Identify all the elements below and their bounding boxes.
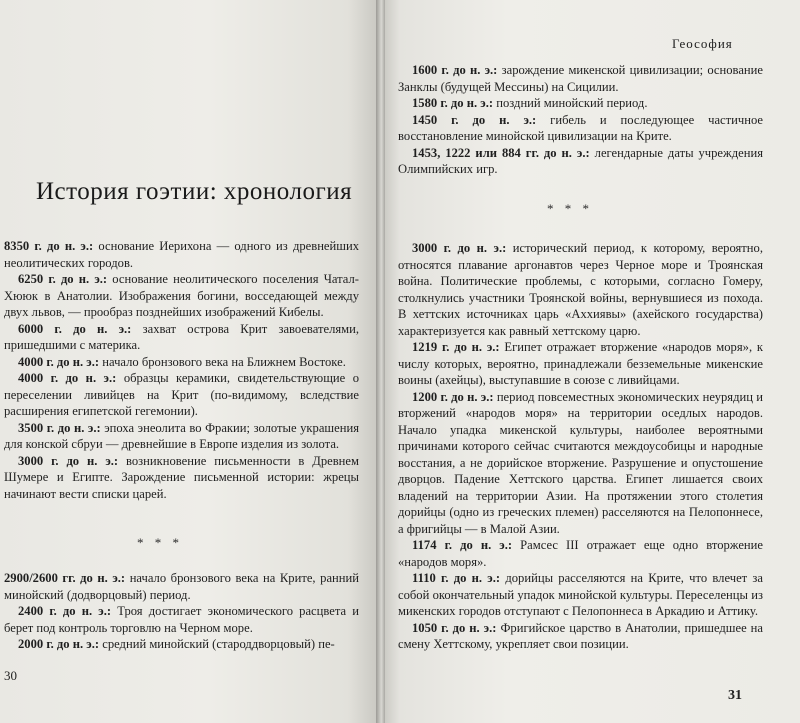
entry: 8350 г. до н. э.: основание Иерихона — одного из древнейших неолитических городов. (4, 239, 359, 270)
entry: 2900/2600 гг. до н. э.: начало бронзового века на Крите, ранний минойский (додворцовый) период. (4, 571, 359, 602)
entry: 4000 г. до н. э.: начало бронзового века на Ближнем Востоке. (18, 354, 346, 369)
section-separator: * * * (547, 201, 593, 216)
entry: 1450 г. до н. э.: гибель и последующее частичное восстановление минойской цивилизации на Крите. (398, 112, 763, 143)
entry: 1453, 1222 или 884 гг. до н. э.: легендарные даты учреждения Олимпийских игр. (398, 145, 763, 176)
entry: 4000 г. до н. э.: образцы керамики, свидетельствующие о переселении ливийцев на Крит (по-видимому, вследствие расширения египетской гегемонии). (4, 371, 359, 418)
entry: 2000 г. до н. э.: средний минойский (староддворцовый) пе- (18, 637, 335, 651)
running-head: Геософия (672, 36, 733, 51)
entry: 1110 г. до н. э.: дорийцы расселяются на Крите, что влечет за собой окончательный упадок минойской культуры. Переселенцы из микенских городов отступают с Пелопоннеса в Аркадию и Аттику. (398, 571, 763, 618)
page-number-right: 31 (728, 688, 742, 703)
entry: 3500 г. до н. э.: эпоха энеолита во Фракии; золотые украшения для конской сбруи — древнейшие в Европе изделия из золота. (4, 420, 359, 451)
entry: 1600 г. до н. э.: зарождение микенской цивилизации; основание Занклы (будущей Мессины) на Сицилии. (398, 63, 764, 94)
entry: 3000 г. до н. э.: возникновение письменности в Древнем Шумере и Египте. Зарождение письменной истории: жрецы начинают вести списки царей. (4, 453, 359, 501)
entry: 3000 г. до н. э.: исторический период, к которому, вероятно, относятся плавание аргонавтов через Черное море и Троянская война. Политические проблемы, с которыми, согласно Гомеру, столкнулись участники Троянской войны, вернувшиеся из похода. В хеттских источниках царь «Аххиявы» (ахейского государства) характеризуется как равный хеттскому царю. (398, 241, 763, 338)
entry: 2400 г. до н. э.: Троя достигает экономического расцвета и берет под контроль торговлю на Черном море. (4, 604, 359, 635)
entry: 1174 г. до н. э.: Рамсес III отражает еще одно вторжение «народов моря». (398, 538, 763, 569)
section-separator: * * * (137, 535, 183, 550)
left-entries-bottom (4, 570, 359, 653)
book-gutter (376, 0, 385, 723)
left-entries-top (4, 238, 359, 502)
entry: 1200 г. до н. э.: период повсеместных экономических неурядиц и вторжений «народов моря» на территории оседлых народов. Начало упадка микенской культуры, наиболее вероятными причинами которого сейчас считаются междоусобицы и народные восстания, а не дорийское вторжение. Разрушение и опустошение дворцов. Падение Хеттского царства. Египет лишается своих владений на территории Азии. На протяжении этого столетия дорийцы (одно из греческих племен) расселяются на Пелопоннесе, а фригийцы — в Малой Азии. (398, 389, 763, 536)
right-entries-top (398, 62, 763, 178)
right-entries-bottom (398, 240, 763, 653)
chapter-title: История гоэтии: хронология (36, 178, 353, 205)
entry: 6250 г. до н. э.: основание неолитического поселения Чатал-Хююк в Анатолии. Изображения богини, восседающей между двух львов, — прообраз позднейших изображений Кибелы. (4, 272, 359, 319)
entry: 6000 г. до н. э.: захват острова Крит завоевателями, пришедшими с материка. (4, 321, 360, 352)
page-number-left: 30 (4, 668, 17, 683)
entry: 1580 г. до н. э.: поздний минойский период. (412, 96, 648, 110)
entry: 1219 г. до н. э.: Египет отражает вторжение «народов моря», к числу которых, вероятно, принадлежали безземельные микенские воины (ахейцы), выступавшие в союзе с ливийцами. (398, 340, 763, 387)
entry: 1050 г. до н. э.: Фригийское царство в Анатолии, пришедшее на смену Хеттскому, укрепляет свои позиции. (398, 620, 763, 651)
